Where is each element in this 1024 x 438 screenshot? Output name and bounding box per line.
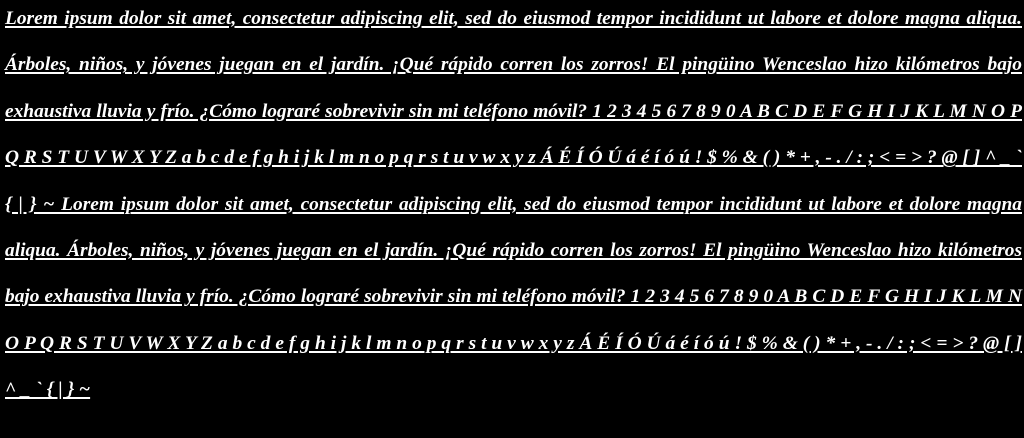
body-text-paragraph: Lorem ipsum dolor sit amet, consectetur adipiscing elit, sed do eiusmod tempor incididunt ut labore et dolore magna aliqua. Árboles, niños, y jóvenes juegan en el jardín. ¡Qué rápido corren los zorros! El pingüino Wenceslao hizo kilómetros bajo exhaustiva lluvia y frío. ¿Cómo lograré sobrevivir sin mi teléfono móvil? 1 2 3 4 5 6 7 8 9 0 A B C D E F G H I J K L M N O P Q R S T U V W X Y Z a b c d e f g h i j k l m n o p q r s t u v w x y z Á É Í Ó Ú á é í ó ú ! $ % & ( ) * + , - . / : ; < = > ? @ [ ] ^ _ ` { | } ~ Lorem ipsum dolor sit amet, consectetur adipiscing elit, sed do eiusmod tempor incididunt ut labore et dolore magna aliqua. Árboles, niños, y jóvenes juegan en el jardín. ¡Qué rápido corren los zorros! El pingüino Wenceslao hizo kilómetros bajo exhaustiva lluvia y frío. ¿Cómo lograré sobrevivir sin mi teléfono móvil? 1 2 3 4 5 6 7 8 9 0 A B C D E F G H I J K L M N O P Q R S T U V W X Y Z a b c d e f g h i j k l m n o p q r s t u v w x y z Á É Í Ó Ú á é í ó ú ! $ % & ( ) * + , - . / : ; < = > ? @ [ ] ^ _ ` { | } ~ bbox=[5, 8, 1022, 401]
